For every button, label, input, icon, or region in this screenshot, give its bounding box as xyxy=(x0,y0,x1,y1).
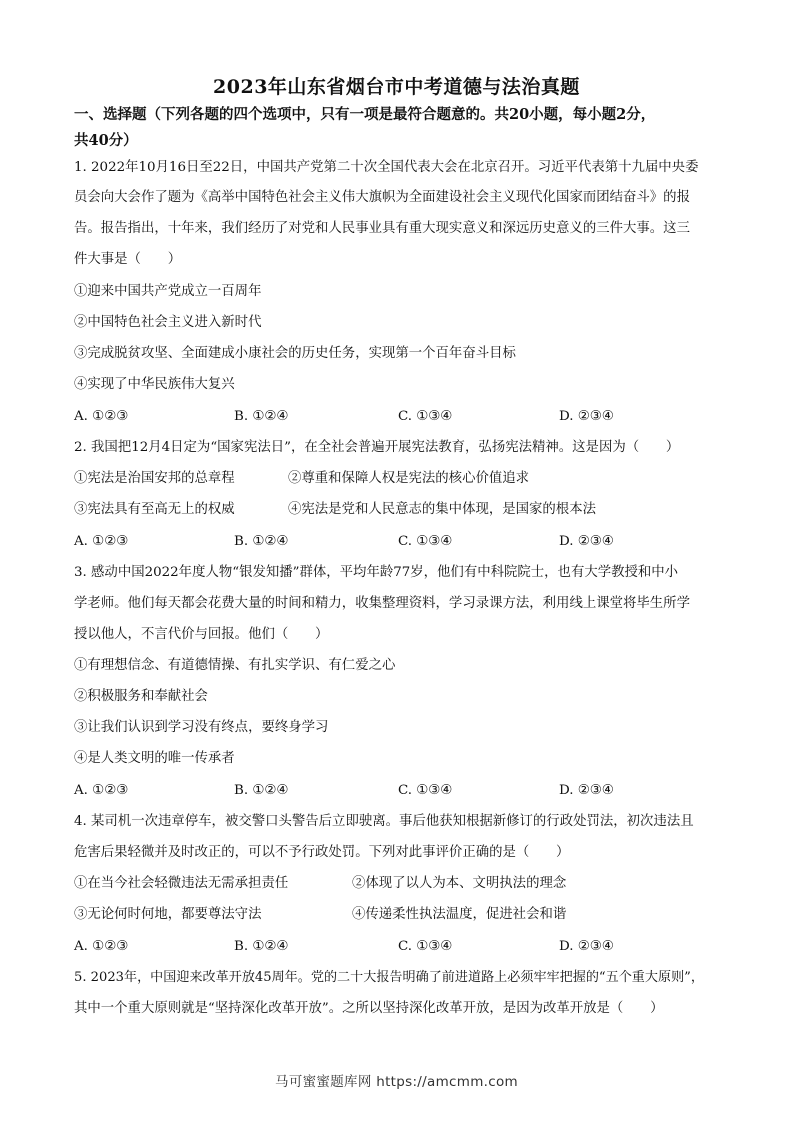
q4-option-c[interactable]: C. ①③④ xyxy=(398,939,453,954)
q2-option-b[interactable]: B. ①②④ xyxy=(234,534,289,549)
q3-option-b[interactable]: B. ①②④ xyxy=(234,783,289,798)
q3-stem-line: 3. 感动中国2022年度人物“银发知播”群体，平均年龄77岁，他们有中科院院士，也有大学教授和中小 xyxy=(74,565,679,580)
section-heading-line2: 共40分） xyxy=(74,132,138,149)
q3-option-d[interactable]: D. ②③④ xyxy=(559,783,614,798)
q2-option-a[interactable]: A. ①②③ xyxy=(74,534,129,549)
q3-option-a[interactable]: A. ①②③ xyxy=(74,783,129,798)
q1-stem-line: 1. 2022年10月16日至22日，中国共产党第二十次全国代表大会在北京召开。习近平代表第十九届中央委 xyxy=(74,160,699,175)
q4-option-d[interactable]: D. ②③④ xyxy=(559,939,614,954)
q1-option-d[interactable]: D. ②③④ xyxy=(559,409,614,424)
q1-statement: ②中国特色社会主义进入新时代 xyxy=(74,315,262,330)
q1-stem-line: 告。报告指出，十年来，我们经历了对党和人民事业具有重大现实意义和深远历史意义的三件大事。这三 xyxy=(74,221,690,236)
q2-statement: ④宪法是党和人民意志的集中体现，是国家的根本法 xyxy=(288,502,596,517)
q4-option-a[interactable]: A. ①②③ xyxy=(74,939,129,954)
q2-option-d[interactable]: D. ②③④ xyxy=(559,534,614,549)
q3-stem-line: 授以他人，不言代价与回报。他们（ ） xyxy=(74,627,329,642)
q1-statement: ④实现了中华民族伟大复兴 xyxy=(74,377,235,392)
q5-stem-line: 其中一个重大原则就是“坚持深化改革开放”。之所以坚持深化改革开放，是因为改革开放是（ ） xyxy=(74,1001,664,1016)
q4-stem-line: 危害后果轻微并及时改正的，可以不予行政处罚。下列对此事评价正确的是（ ） xyxy=(74,845,570,860)
q1-statement: ③完成脱贫攻坚、全面建成小康社会的历史任务，实现第一个百年奋斗目标 xyxy=(74,346,516,361)
q1-stem-line: 员会向大会作了题为《高举中国特色社会主义伟大旗帜为全面建设社会主义现代化国家而团结奋斗》的报 xyxy=(74,190,690,205)
q1-stem-line: 件大事是（ ） xyxy=(74,252,182,267)
q1-option-b[interactable]: B. ①②④ xyxy=(234,409,289,424)
q5-stem-line: 5. 2023年，中国迎来改革开放45周年。党的二十大报告明确了前进道路上必须牢牢把握的“五个重大原则”， xyxy=(74,970,704,985)
q3-statement: ④是人类文明的唯一传承者 xyxy=(74,751,235,766)
q4-statement: ②体现了以人为本、文明执法的理念 xyxy=(352,876,567,891)
q3-statement: ③让我们认识到学习没有终点，要终身学习 xyxy=(74,720,329,735)
q2-stem-line: 2. 我国把12月4日定为“国家宪法日”，在全社会普遍开展宪法教育，弘扬宪法精神。这是因为（ ） xyxy=(74,440,680,455)
q3-statement: ①有理想信念、有道德情操、有扎实学识、有仁爱之心 xyxy=(74,658,396,673)
page-title: 2023年山东省烟台市中考道德与法治真题 xyxy=(213,76,580,98)
q2-statement: ②尊重和保障人权是宪法的核心价值追求 xyxy=(288,471,530,486)
q1-option-c[interactable]: C. ①③④ xyxy=(398,409,453,424)
q3-stem-line: 学老师。他们每天都会花费大量的时间和精力，收集整理资料，学习录课方法，利用线上课堂将毕生所学 xyxy=(74,596,690,611)
q1-statement: ①迎来中国共产党成立一百周年 xyxy=(74,284,262,299)
q4-option-b[interactable]: B. ①②④ xyxy=(234,939,289,954)
q4-statement: ①在当今社会轻微违法无需承担责任 xyxy=(74,876,289,891)
q3-statement: ②积极服务和奉献社会 xyxy=(74,689,208,704)
footer-watermark: 马可蜜蜜题库网 https://amcmm.com xyxy=(275,1074,518,1090)
q4-statement: ③无论何时何地，都要尊法守法 xyxy=(74,907,262,922)
q2-statement: ③宪法具有至高无上的权威 xyxy=(74,502,235,517)
q2-option-c[interactable]: C. ①③④ xyxy=(398,534,453,549)
section-heading-line1: 一、选择题（下列各题的四个选项中，只有一项是最符合题意的。共20小题，每小题2分， xyxy=(74,106,656,123)
q1-option-a[interactable]: A. ①②③ xyxy=(74,409,129,424)
q3-option-c[interactable]: C. ①③④ xyxy=(398,783,453,798)
q2-statement: ①宪法是治国安邦的总章程 xyxy=(74,471,235,486)
q4-statement: ④传递柔性执法温度，促进社会和谐 xyxy=(352,907,567,922)
q4-stem-line: 4. 某司机一次违章停车，被交警口头警告后立即驶离。事后他获知根据新修订的行政处罚法，初次违法且 xyxy=(74,814,694,829)
